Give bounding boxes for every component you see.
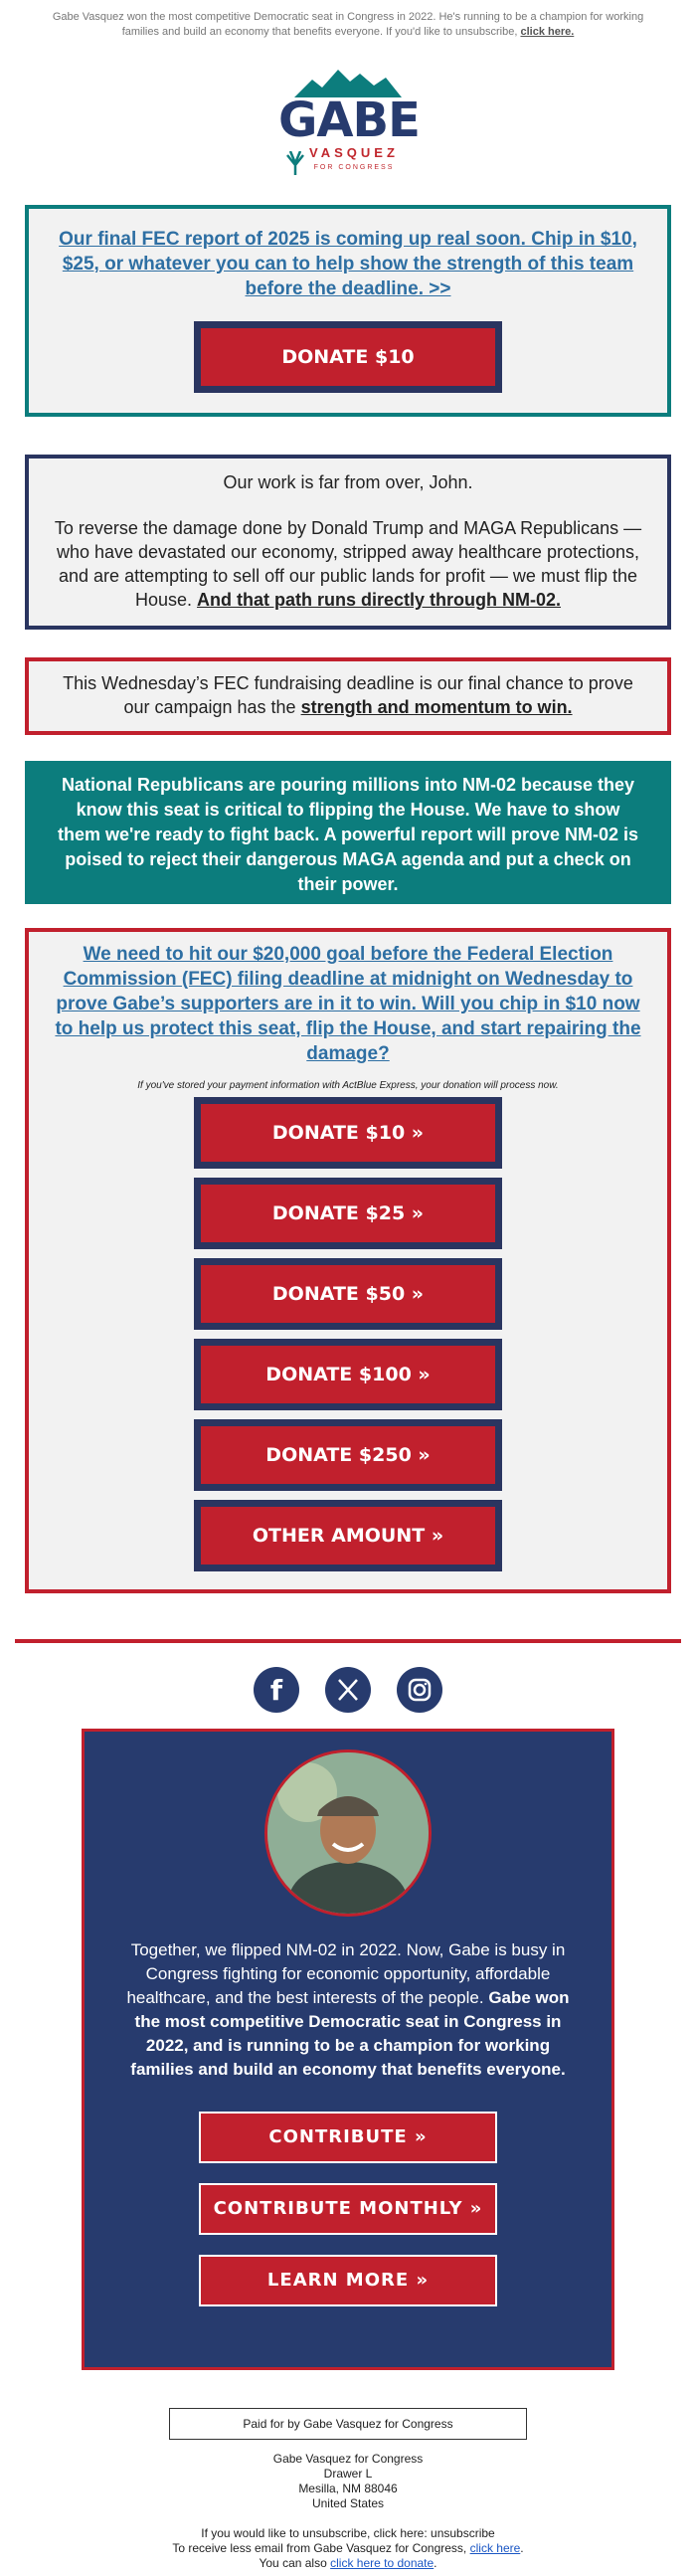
facebook-icon[interactable]: [254, 1667, 299, 1713]
logo-tagline: FOR CONGRESS: [313, 164, 395, 171]
message-box: [25, 455, 671, 630]
learn-more-button[interactable]: LEARN MORE »: [199, 2255, 497, 2306]
other-amount-button[interactable]: OTHER AMOUNT »: [194, 1500, 502, 1571]
greeting-text: Our work is far from over, John.: [223, 472, 473, 492]
x-icon[interactable]: [325, 1667, 371, 1713]
divider: [15, 1639, 681, 1643]
bio-plain-text: Together, we flipped NM-02 in 2022. Now, Gabe is busy in Congress fighting for economic opportunity, affordable healthcare, and the best interests of the people.: [126, 1940, 566, 2007]
bio-box: [82, 1729, 614, 2370]
fec-report-box: [25, 205, 671, 417]
campaign-logo: [278, 66, 418, 177]
fec-report-link[interactable]: Our final FEC report of 2025 is coming up real soon. Chip in $10, $25, or whatever you can to help show the strength of this team before the deadline. >>: [59, 229, 637, 299]
nm02-link[interactable]: And that path runs directly through NM-02.: [197, 590, 562, 610]
address-line: Gabe Vasquez for Congress: [272, 2452, 424, 2466]
donate-25-button[interactable]: DONATE $25 »: [194, 1178, 502, 1249]
message-text: To reverse the damage done by Donald Trump and MAGA Republicans — who have devastated our economy, stripped away healthcare protections, and are attempting to sell off our public lands for profit — we must flip the House.: [54, 518, 642, 610]
strength-link[interactable]: strength and momentum to win.: [300, 697, 573, 717]
address-line: Drawer L: [323, 2467, 373, 2481]
less-email-text: To receive less email from Gabe Vasquez for Congress,: [172, 2541, 467, 2555]
message-paragraph: [49, 516, 647, 612]
preheader-text: Gabe Vasquez won the most competitive Democratic seat in Congress in 2022. He's running to be a champion for working families and build an economy that benefits everyone. If you'd like to unsubscribe,: [52, 11, 644, 38]
address-line: Mesilla, NM 88046: [298, 2482, 398, 2495]
bio-bold-text: Gabe won the most competitive Democratic seat in Congress in 2022, and is running to be a champion for working families and build an economy that benefits everyone.: [130, 1988, 570, 2079]
instagram-icon[interactable]: [397, 1667, 442, 1713]
unsubscribe-link[interactable]: click here.: [520, 26, 575, 38]
deadline-text: This Wednesday’s FEC fundraising deadline is our final chance to prove our campaign has the: [63, 673, 633, 717]
deadline-box: [25, 657, 671, 735]
donate-250-button[interactable]: DONATE $250 »: [194, 1419, 502, 1491]
goal-box: [25, 928, 671, 1593]
donate-line: You can also click here to donate.: [259, 2556, 437, 2570]
paid-for-box: Paid for by Gabe Vasquez for Congress: [169, 2408, 527, 2440]
actblue-note: If you've stored your payment information with ActBlue Express, your donation will process now.: [137, 1080, 559, 1091]
donate-10-button[interactable]: DONATE $10: [194, 321, 502, 393]
donate-10-amount-button[interactable]: DONATE $10 »: [194, 1097, 502, 1169]
donate-100-button[interactable]: DONATE $100 »: [194, 1339, 502, 1410]
mailing-address: [0, 2452, 696, 2511]
unsubscribe-text: If you would like to unsubscribe, click here: unsubscribe: [201, 2526, 495, 2540]
less-email-line: To receive less email from Gabe Vasquez for Congress, click here.: [172, 2541, 524, 2555]
logo-wrap: [0, 66, 696, 177]
footer-links: [0, 2526, 696, 2571]
less-email-link[interactable]: click here: [469, 2541, 521, 2555]
candidate-photo: [264, 1749, 432, 1917]
goal-link[interactable]: We need to hit our $20,000 goal before the Federal Election Commission (FEC) filing deadline at midnight on Wednesday to prove Gabe’s supporters are in it to win. Will you chip in $10 now to help us protect this seat, flip the House, and start repairing the damage?: [55, 944, 641, 1064]
republicans-text: National Republicans are pouring millions into NM-02 because they know this seat is critical to flipping the House. We have to show them we're ready to fight back. A powerful report will prove NM-02 is poised to reject their dangerous MAGA agenda and put a check on their power.: [57, 775, 639, 894]
svg-text:f: f: [269, 1674, 283, 1707]
preheader: [0, 0, 696, 40]
contribute-monthly-button[interactable]: CONTRIBUTE MONTHLY »: [199, 2183, 497, 2235]
fec-report-lead: [47, 227, 649, 301]
footer-donate-link[interactable]: click here to donate: [330, 2556, 435, 2570]
bio-text: [114, 1938, 582, 2082]
republicans-box: [25, 761, 671, 904]
logo-surname: VASQUEZ: [309, 145, 399, 160]
goal-lead: [53, 942, 643, 1066]
donate-50-button[interactable]: DONATE $50 »: [194, 1258, 502, 1330]
social-links: [0, 1667, 696, 1713]
contribute-button[interactable]: CONTRIBUTE »: [199, 2112, 497, 2163]
logo-name: GABE: [278, 92, 420, 148]
donate-text: You can also: [259, 2556, 327, 2570]
address-line: United States: [311, 2496, 385, 2510]
